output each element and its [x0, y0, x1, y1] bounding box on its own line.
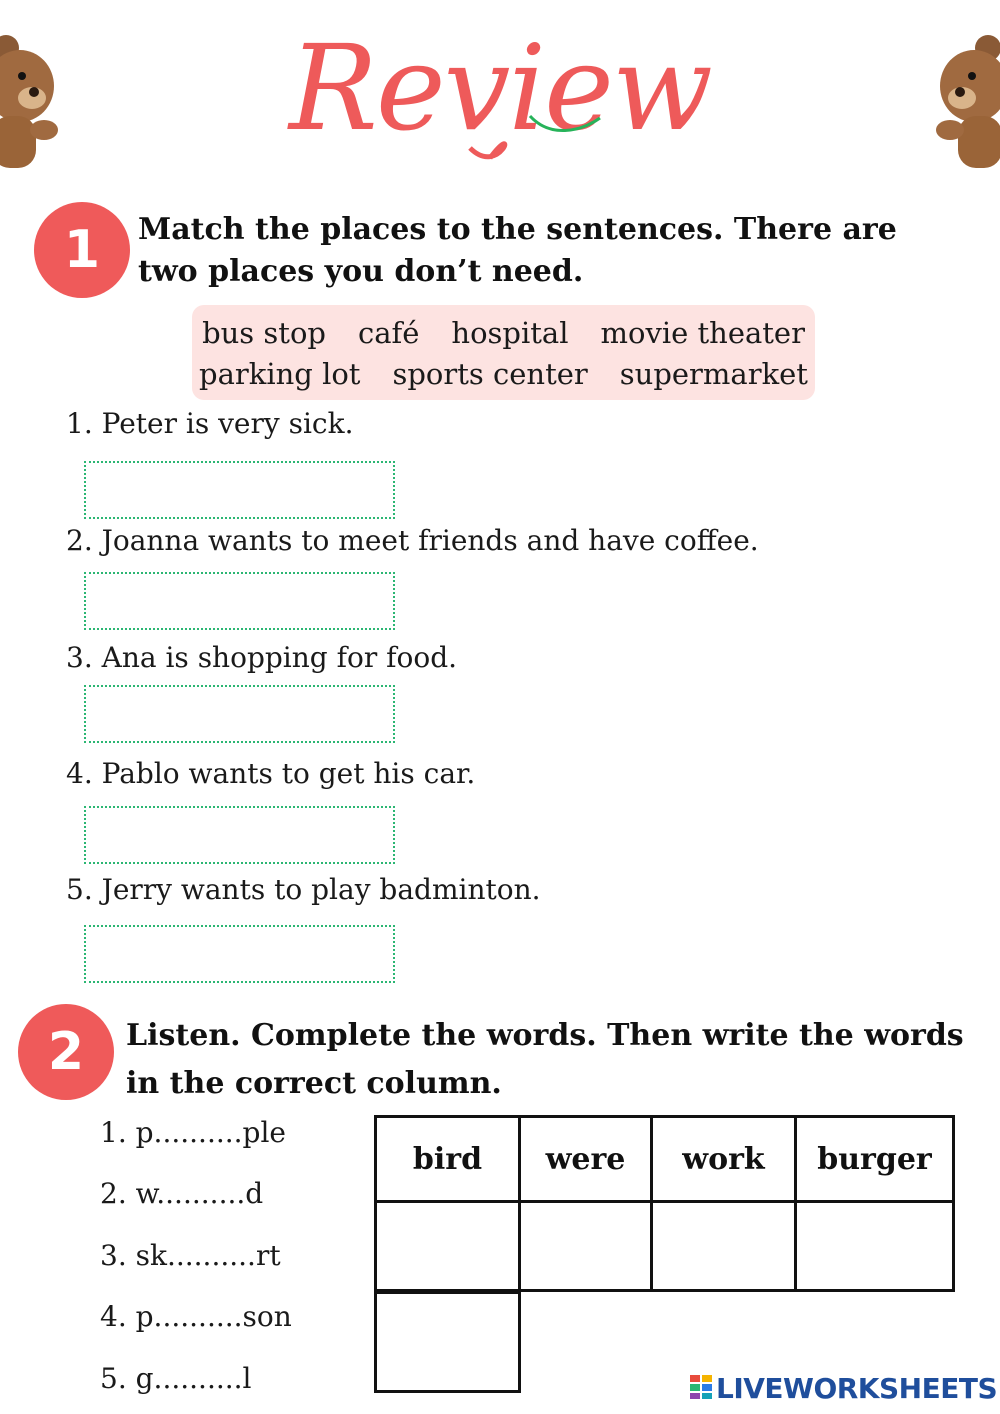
word-bank-item: sports center: [392, 357, 588, 391]
sentence-4: 4. Pablo wants to get his car.: [66, 757, 476, 790]
column-drop-cell-extra[interactable]: [374, 1291, 521, 1393]
column-header-burger: burger: [794, 1115, 955, 1203]
word-bank-item: supermarket: [619, 357, 808, 391]
word-bank-item: café: [357, 316, 420, 350]
word-completion-item-5: 5. g..........l: [100, 1362, 252, 1395]
word-bank-row-2: [192, 354, 815, 394]
sentence-5: 5. Jerry wants to play badminton.: [66, 873, 541, 906]
sentence-1: 1. Peter is very sick.: [66, 407, 354, 440]
liveworksheets-icon: [690, 1375, 712, 1403]
word-completion-item-3: 3. sk..........rt: [100, 1239, 281, 1272]
word-bank-item: bus stop: [202, 316, 326, 350]
word-bank-item: movie theater: [600, 316, 805, 350]
answer-input-3[interactable]: [84, 685, 395, 743]
section-2-instruction: Listen. Complete the words. Then write the words in the correct column.: [126, 1018, 964, 1101]
word-completion-item-1: 1. p..........ple: [100, 1116, 286, 1149]
section-1-instruction: Match the places to the sentences. There are two places you don’t need.: [138, 212, 897, 289]
answer-input-1[interactable]: [84, 461, 395, 519]
section-2-badge: 2: [18, 1004, 114, 1100]
column-drop-cell-burger[interactable]: [794, 1200, 955, 1292]
answer-input-4[interactable]: [84, 806, 395, 864]
liveworksheets-logo: [690, 1372, 997, 1405]
word-completion-item-4: 4. p..........son: [100, 1300, 292, 1333]
answer-input-5[interactable]: [84, 925, 395, 983]
word-completion-item-2: 2. w..........d: [100, 1177, 264, 1210]
word-bank-item: parking lot: [199, 357, 361, 391]
page-title: Review: [289, 19, 711, 157]
word-bank-item: hospital: [451, 316, 569, 350]
column-drop-cell-bird[interactable]: [374, 1200, 521, 1292]
column-header-work: work: [650, 1115, 797, 1203]
column-drop-cell-were[interactable]: [518, 1200, 653, 1292]
sentence-3: 3. Ana is shopping for food.: [66, 641, 458, 674]
column-header-were: were: [518, 1115, 653, 1203]
section-1-badge: 1: [34, 202, 130, 298]
title-swash-decoration: [440, 108, 660, 182]
liveworksheets-wordmark: LIVEWORKSHEETS: [716, 1372, 998, 1405]
answer-input-2[interactable]: [84, 572, 395, 630]
word-bank: [192, 305, 815, 400]
word-bank-row-1: [192, 313, 815, 353]
column-header-bird: bird: [374, 1115, 521, 1203]
column-drop-cell-work[interactable]: [650, 1200, 797, 1292]
sentence-2: 2. Joanna wants to meet friends and have coffee.: [66, 524, 759, 557]
